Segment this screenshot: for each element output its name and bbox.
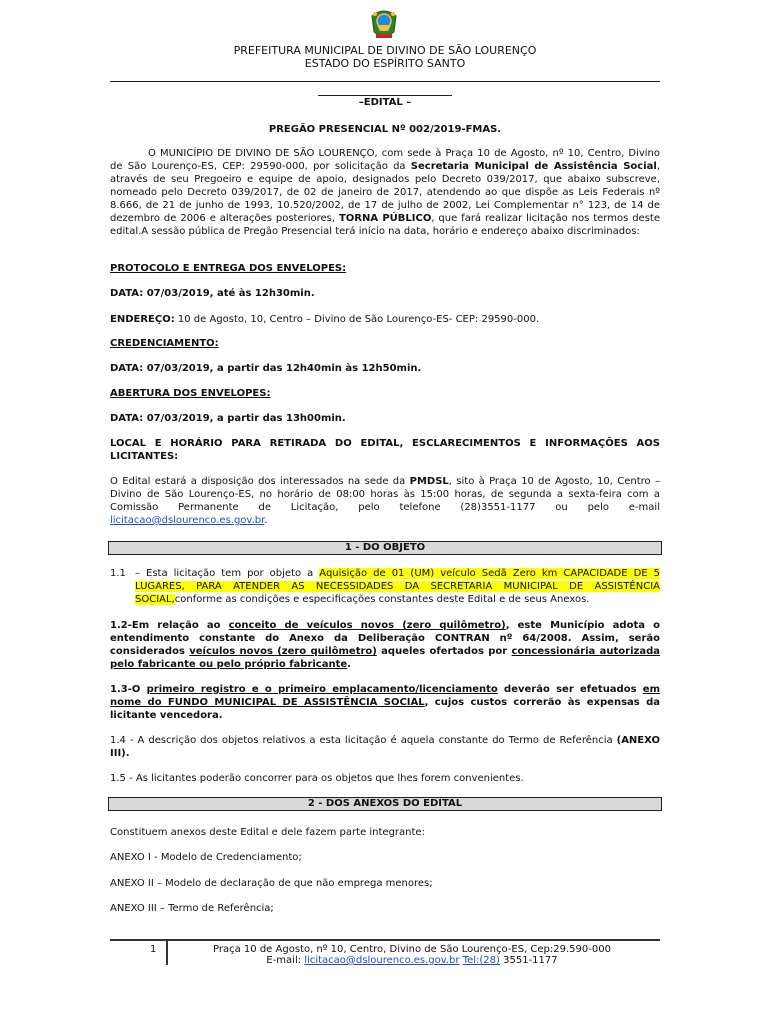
section-1-header: 1 - DO OBJETO <box>108 541 662 555</box>
item-1-2: 1.2-Em relação ao conceito de veículos novos (zero quilômetro), este Município adota o entendimento constante do Anexo da Deliberação CONTRAN nº 64/2008. Assim, serão considerados veículos novos (zero quilômetro) aqueles ofertados por concessionária autorizada pelo fabricante ou pelo próprio fabricante. <box>110 620 660 670</box>
item-1-4: 1.4 - A descrição dos objetos relativos a esta licitação é aquela constante do Termo de Referência (ANEXO III). <box>110 735 660 759</box>
abertura-heading: ABERTURA DOS ENVELOPES: <box>110 388 271 399</box>
protocolo-heading: PROTOCOLO E ENTREGA DOS ENVELOPES: <box>110 263 347 274</box>
item-1-1: 1.1 – Esta licitação tem por objeto a Aquisição de 01 (UM) veículo Sedã Zero km CAPACIDADE DE 5 LUGARES, PARA ATENDER AS NECESSIDADES DA SECRETARIA MUNICIPAL DE ASSISTÊNCIA SOCIAL,conforme as condições e especificações constantes deste Edital e de seus Anexos. <box>110 568 660 605</box>
header-divider <box>110 81 660 82</box>
anexos-intro: Constituem anexos deste Edital e dele fazem parte integrante: <box>110 827 425 838</box>
page-number: 1 <box>150 944 157 955</box>
anexo-2: ANEXO II – Modelo de declaração de que não emprega menores; <box>110 878 433 889</box>
protocolo-data: DATA: 07/03/2019, até às 12h30min. <box>110 288 315 299</box>
item-1-3: 1.3-O primeiro registro e o primeiro emplacamento/licenciamento deverão ser efetuados em nome do FUNDO MUNICIPAL DE ASSISTÊNCIA SOCIAL, cujos custos correrão às expensas da licitante vencedora. <box>110 684 660 721</box>
item-1-5: 1.5 - As licitantes poderão concorrer para os objetos que lhes forem convenientes. <box>110 773 524 784</box>
credenciamento-data: DATA: 07/03/2019, a partir das 12h40min às 12h50min. <box>110 363 422 374</box>
coat-of-arms-icon <box>366 6 402 42</box>
footer-contact: E-mail: licitacao@dslourenco.es.gov.br Tel:(28) 3551-1177 <box>266 955 558 966</box>
anexo-3: ANEXO III – Termo de Referência; <box>110 903 274 914</box>
section-2-header: 2 - DOS ANEXOS DO EDITAL <box>108 797 662 811</box>
pregao-title: PREGÃO PRESENCIAL Nº 002/2019-FMAS. <box>268 124 502 135</box>
credenciamento-heading: CREDENCIAMENTO: <box>110 338 219 349</box>
intro-paragraph: O MUNICÍPIO DE DIVINO DE SÃO LOURENÇO, com sede à Praça 10 de Agosto, nº 10, Centro, Divino de São Lourenço-ES, CEP: 29590-000, por solicitação da Secretaria Municipal de Assistência Social, através de seu Pregoeiro e equipe de apoio, designados pelo Decreto 039/2017, que abaixo subscreve, nomeado pelo Decreto 039/2017, de 02 de janeiro de 2017, atendendo ao que dispõe as Leis Federais nº 8.666, de 21 de junho de 1993, 10.520/2002, de 17 de julho de 2002, Lei Complementar n° 123, de 14 de dezembro de 2006 e alterações posteriores, TORNA PÚBLICO, que fará realizar licitação nos termos deste edital.A sessão pública de Pregão Presencial terá início na data, horário e endereço abaixo discriminados: <box>110 148 660 237</box>
local-heading: LOCAL E HORÁRIO PARA RETIRADA DO EDITAL, ESCLARECIMENTOS E INFORMAÇÕES AOS LICITANTES: <box>110 438 660 462</box>
footer-vertical-rule <box>166 941 168 965</box>
edital-title: –EDITAL – <box>358 97 412 108</box>
header-line-1: PREFEITURA MUNICIPAL DE DIVINO DE SÃO LOURENÇO <box>233 44 537 57</box>
local-paragraph: O Edital estará a disposição dos interessados na sede da PMDSL, sito à Praça 10 de Agosto, 10, Centro – Divino de São Lourenço-ES, no horário de 08:00 horas às 15:00 horas, de segunda a sexta-feira com a Comissão Permanente de Licitação, pelo telefone (28)3551-1177 ou pelo e-mail licitacao@dslourenco.es.gov.br. <box>110 476 660 526</box>
footer-divider <box>110 939 660 941</box>
contact-email-link[interactable]: licitacao@dslourenco.es.gov.br <box>110 515 265 526</box>
header-line-2: ESTADO DO ESPÍRITO SANTO <box>304 57 466 70</box>
footer-email-link[interactable]: licitacao@dslourenco.es.gov.br <box>304 955 460 966</box>
abertura-data: DATA: 07/03/2019, a partir das 13h00min. <box>110 413 346 424</box>
footer-tel-link[interactable]: Tel:(28) <box>462 955 500 966</box>
anexo-1: ANEXO I - Modelo de Credenciamento; <box>110 852 302 863</box>
footer-address: Praça 10 de Agosto, nº 10, Centro, Divino de São Lourenço-ES, Cep:29.590-000 <box>213 944 611 955</box>
protocolo-endereco: ENDEREÇO: 10 de Agosto, 10, Centro – Divino de São Lourenço-ES- CEP: 29590-000. <box>110 314 540 325</box>
